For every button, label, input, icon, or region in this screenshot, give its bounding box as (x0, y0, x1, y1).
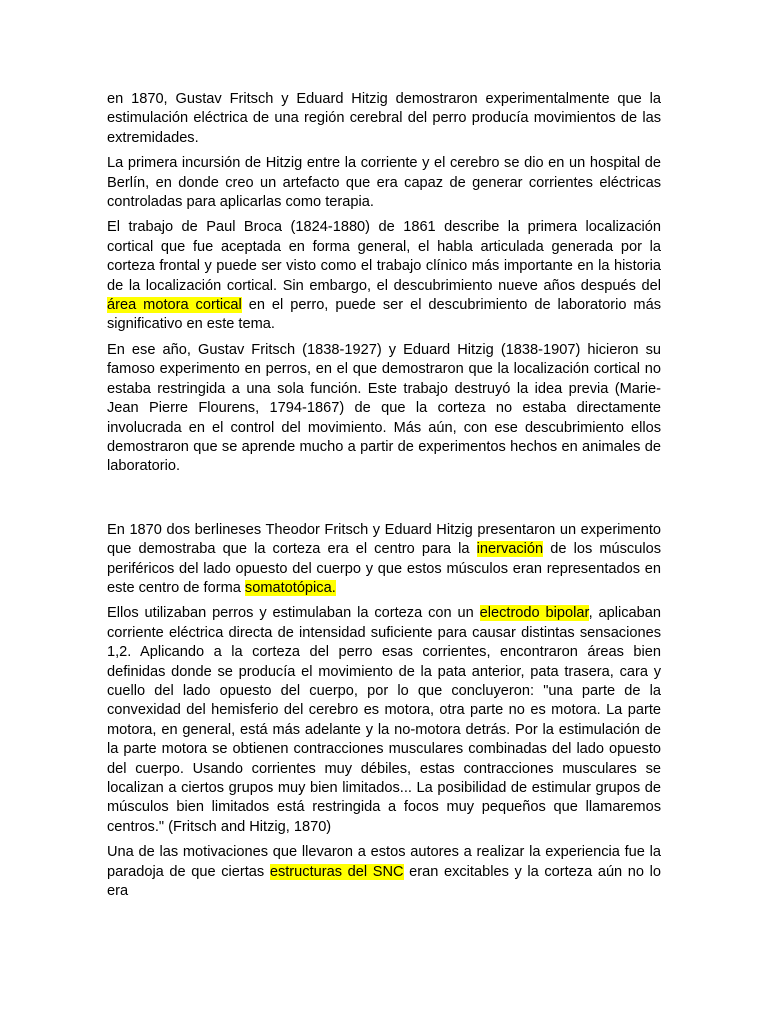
highlighted-text: área motora cortical (107, 297, 242, 314)
paragraph-p1 (107, 90, 661, 148)
text-segment: En 1870 dos berlineses Theodor Fritsch y Eduard Hitzig presentaron un experimento que demostraba que la corteza era el centro para la (107, 521, 661, 558)
paragraph-p7 (107, 843, 661, 901)
paragraph-p6 (107, 604, 661, 837)
text-segment: en el perro, puede ser el descubrimiento de laboratorio más significativo en este tema. (107, 297, 662, 333)
paragraph-spacer (107, 483, 661, 521)
paragraph-p4 (107, 341, 661, 477)
text-segment: En ese año, Gustav Fritsch (1838-1927) y Eduard Hitzig (1838-1907) hicieron su famoso experimento en perros, en el que demostraron que la localización cortical no estaba restringida a una sola función. Este trabajo destruyó la idea previa (Marie-Jean Pierre Flourens, 1794-1867) de que la corteza no estaba directamente involucrada en el control del movimiento. Más aún, con ese descubrimiento ellos demostraron que se aprende mucho a partir de experimentos hechos en animales de laboratorio. (107, 341, 661, 475)
highlighted-text: estructuras del SNC (269, 863, 404, 880)
text-segment: Una de las motivaciones que llevaron a estos autores a realizar la experiencia fue la paradoja de que ciertas (107, 844, 661, 880)
text-segment: en 1870, Gustav Fritsch y Eduard Hitzig demostraron experimentalmente que la estimulación eléctrica de una región cerebral del perro producía movimientos de las extremidades. (107, 91, 661, 146)
text-segment: La primera incursión de Hitzig entre la corriente y el cerebro se dio en un hospital de Berlín, en donde creo un artefacto que era capaz de generar corrientes eléctricas controladas para aplicarlas como terapia. (107, 155, 661, 211)
highlighted-text: inervación (476, 541, 544, 558)
highlighted-text: electrodo bipolar (479, 605, 589, 622)
text-segment: Ellos utilizaban perros y estimulaban la corteza con un (107, 605, 480, 622)
paragraph-p3 (107, 218, 661, 334)
text-segment: eran excitables y la corteza aún no lo era (107, 863, 661, 900)
highlighted-text: somatotópica. (244, 579, 336, 596)
paragraph-p5 (107, 521, 661, 599)
document-body (107, 90, 661, 907)
text-segment: de los músculos periféricos del lado opuesto del cuerpo y que estos músculos eran representados en este centro de forma (107, 541, 661, 596)
text-segment: , aplicaban corriente eléctrica directa de intensidad suficiente para causar distintas sensaciones 1,2. Aplicando a la corteza del perro esas corrientes, encontraron áreas bien definidas donde se producía el movimiento de la pata anterior, pata trasera, cara y cuello del lado opuesto del cuerpo, por lo que concluyeron: "una parte de la convexidad del hemisferio del cerebro es motora, otra parte no es motora. La parte motora, en general, está más adelante y la no-motora detrás. Por la estimulación de la parte motora se obtienen contracciones musculares combinadas del lado opuesto del cuerpo. Usando corrientes muy débiles, estas contracciones musculares se localizan a ciertos grupos muy bien limitados... La posibilidad de estimular grupos de músculos bien limitados está restringida a focos muy pequeños que llamaremos centros." (Fritsch and Hitzig, 1870) (107, 605, 661, 835)
text-segment: El trabajo de Paul Broca (1824-1880) de 1861 describe la primera localización cortical que fue aceptada en forma general, el habla articulada generada por la corteza frontal y puede ser visto como el trabajo clínico más importante en la historia de la localización cortical. Sin embargo, el descubrimiento nueve años después del (107, 219, 661, 294)
paragraph-p2 (107, 154, 661, 212)
